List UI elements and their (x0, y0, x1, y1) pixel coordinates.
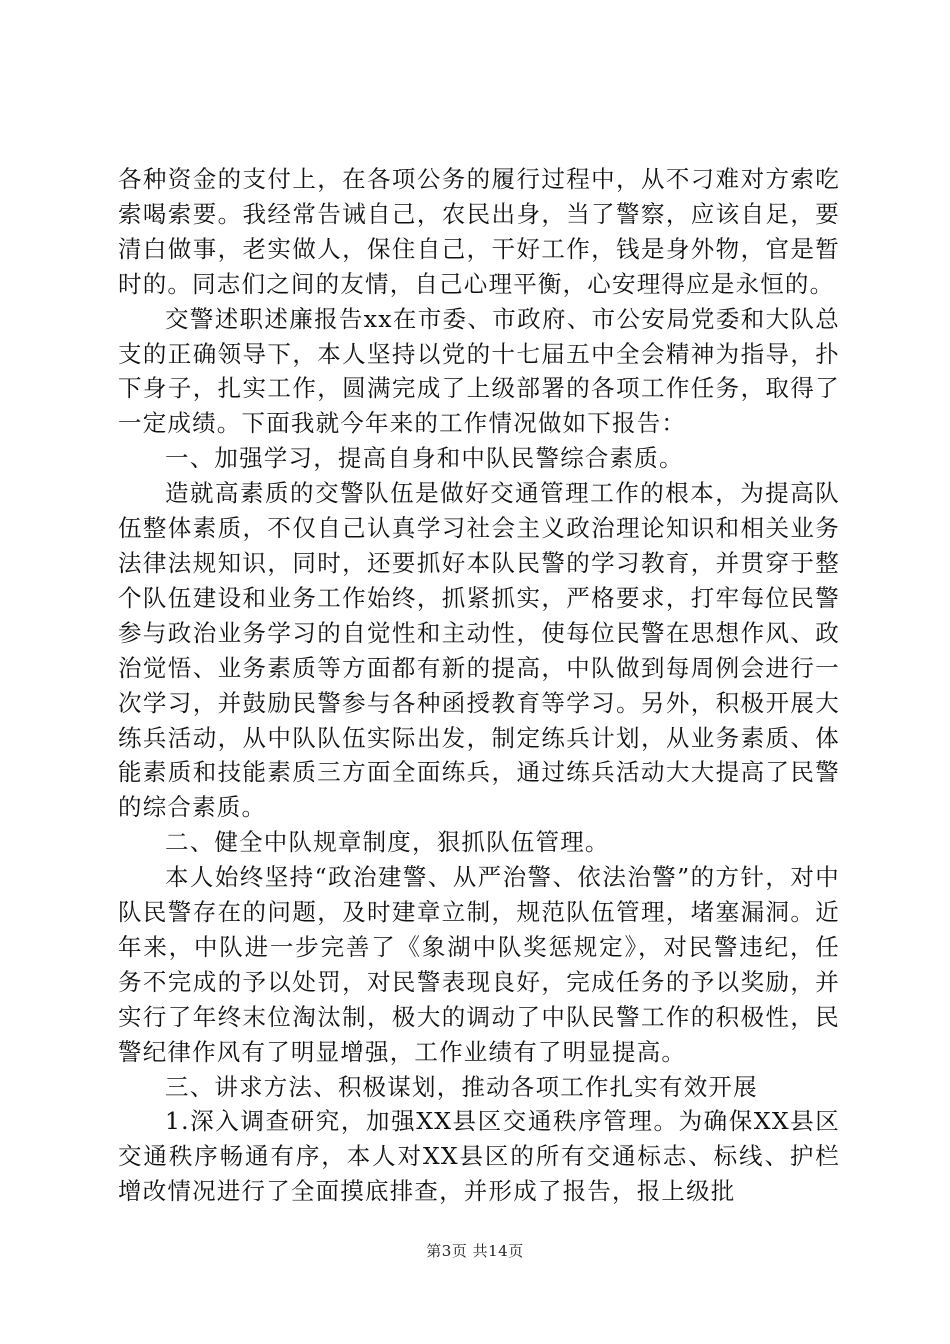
section-heading-3: 三、讲求方法、积极谋划，推动各项工作扎实有效开展 (165, 1072, 758, 1101)
document-body (118, 162, 840, 1209)
page-number-footer: 第3页 共14页 (426, 1242, 524, 1260)
section-heading-2: 二、健全中队规章制度，狠抓队伍管理。 (165, 828, 610, 857)
paragraph-continuation: 各种资金的支付上，在各项公务的履行过程中，从不刁难对方索吃索喝索要。我经常告诫自己，农民出身，当了警察，应该自足，要清白做事，老实做人，保住自己，干好工作，钱是身外物，官是暂时的。同志们之间的友情，自己心理平衡，心安理得应是永恒的。 (118, 165, 840, 298)
paragraph-study: 造就高素质的交警队伍是做好交通管理工作的根本，为提高队伍整体素质，不仅自己认真学习社会主义政治理论知识和相关业务法律法规知识，同时，还要抓好本队民警的学习教育，并贯穿于整个队伍建设和业务工作始终，抓紧抓实，严格要求，打牢每位民警参与政治业务学习的自觉性和主动性，使每位民警在思想作风、政治觉悟、业务素质等方面都有新的提高，中队做到每周例会进行一次学习，并鼓励民警参与各种函授教育等学习。另外，积极开展大练兵活动，从中队队伍实际出发，制定练兵计划，从业务素质、体能素质和技能素质三方面全面练兵，通过练兵活动大大提高了民警的综合素质。 (118, 479, 840, 822)
paragraph-traffic-order: 1.深入调查研究，加强XX县区交通秩序管理。为确保XX县区交通秩序畅通有序，本人对XX县区的所有交通标志、标线、护栏增改情况进行了全面摸底排查，并形成了报告，报上级批 (118, 1107, 840, 1206)
paragraph-management: 本人始终坚持“政治建警、从严治警、依法治警”的方针，对中队民警存在的问题，及时建章立制，规范队伍管理，堵塞漏洞。近年来，中队进一步完善了《象湖中队奖惩规定》，对民警违纪，任务不完成的予以处罚，对民警表现良好，完成任务的予以奖励，并实行了年终末位淘汰制，极大的调动了中队民警工作的积极性，民警纪律作风有了明显增强，工作业绩有了明显提高。 (118, 863, 840, 1066)
paragraph-report-intro: 交警述职述廉报告xx在市委、市政府、市公安局党委和大队总支的正确领导下，本人坚持以党的十七届五中全会精神为指导，扑下身子，扎实工作，圆满完成了上级部署的各项工作任务，取得了一定成绩。下面我就今年来的工作情况做如下报告： (118, 304, 840, 438)
section-heading-1: 一、加强学习，提高自身和中队民警综合素质。 (165, 444, 684, 473)
